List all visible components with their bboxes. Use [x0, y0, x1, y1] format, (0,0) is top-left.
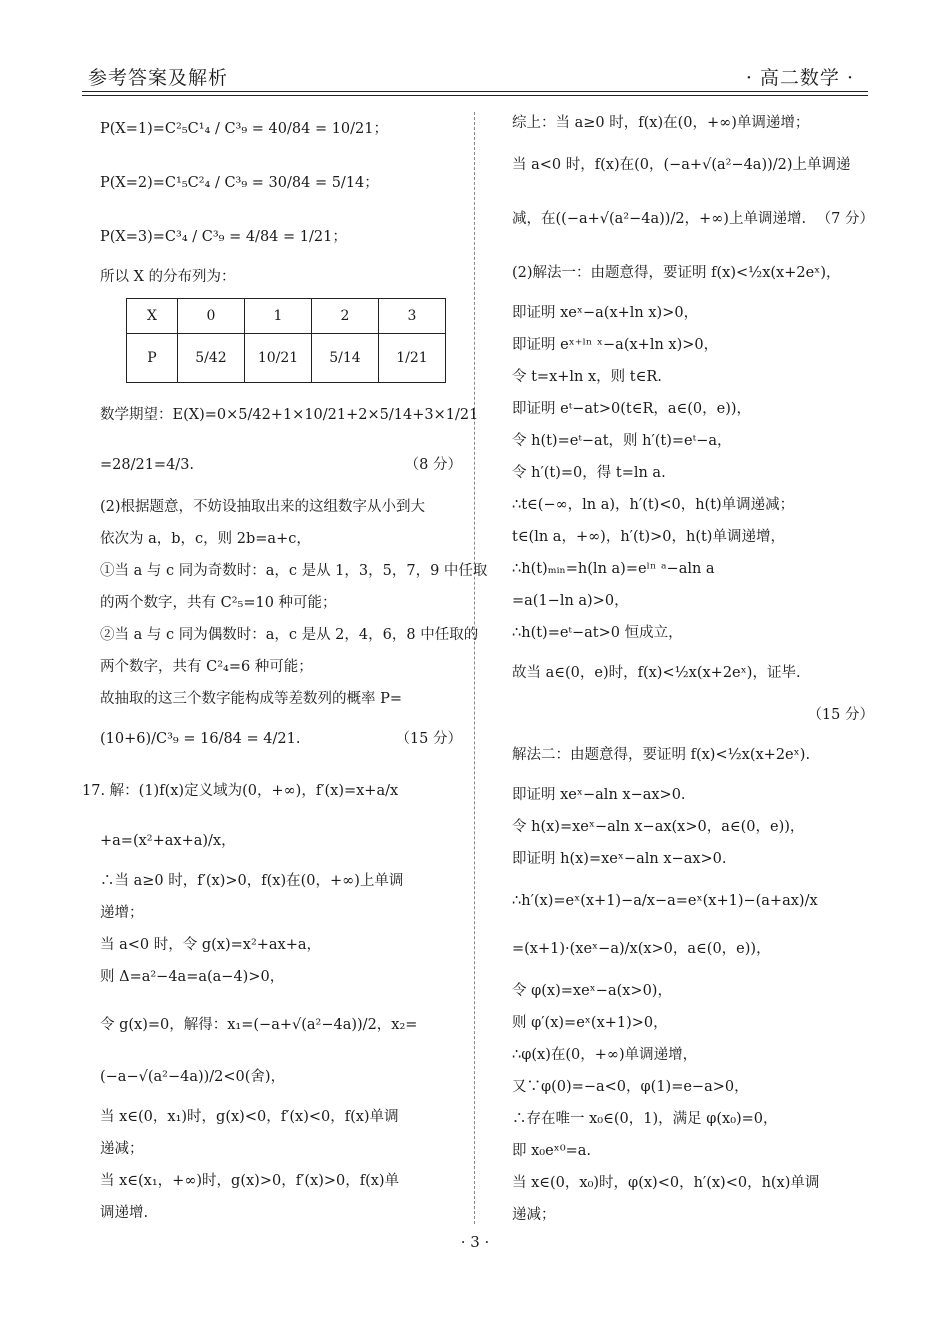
method2-line: =(x+1)·(xeˣ−a)/x(x>0，a∈(0，e))， [512, 941, 771, 957]
table-header-cell: X [127, 299, 178, 334]
header-right-subject: · 高二数学 · [745, 67, 854, 89]
case-odd-line: ①当 a 与 c 同为奇数时：a，c 是从 1，3，5，7，9 中任取 [100, 563, 488, 579]
method1-line: t∈(ln a，+∞)，h′(t)>0，h(t)单调递增， [512, 529, 785, 545]
case-odd-line: 的两个数字，共有 C²₅=10 种可能； [100, 595, 337, 611]
method1-line: (2)解法一：由题意得，要证明 f(x)<½x(x+2eˣ)， [512, 265, 841, 281]
probability-line: 故抽取的这三个数字能构成等差数列的概率 P= [100, 691, 403, 707]
method2-line: 递减； [512, 1207, 556, 1223]
case-even-line: 两个数字，共有 C²₄=6 种可能； [100, 659, 313, 675]
method1-line: ∴t∈(−∞，ln a)，h′(t)<0，h(t)单调递减； [512, 497, 795, 513]
method2-line: 令 h(x)=xeˣ−aln x−ax(x>0，a∈(0，e))， [512, 819, 805, 835]
distribution-intro: 所以 X 的分布列为： [100, 269, 236, 285]
method2-line: 即 x₀eˣ⁰=a. [512, 1143, 592, 1159]
method2-line: 又∵φ(0)=−a<0，φ(1)=e−a>0， [512, 1079, 749, 1095]
summary-line: 当 a<0 时，f(x)在(0，(−a+√(a²−4a))/2)上单调递 [512, 157, 851, 173]
prob-x2-line: P(X=2)=C¹₅C²₄ / C³₉ = 30/84 = 5/14； [100, 175, 379, 191]
q17-line: 令 g(x)=0，解得：x₁=(−a+√(a²−4a))/2，x₂= [100, 1017, 418, 1033]
probability-result [100, 728, 462, 750]
expectation-value: =28/21=4/3. [100, 457, 195, 473]
prob-x3-line: P(X=3)=C³₄ / C³₉ = 4/84 = 1/21； [100, 229, 347, 245]
q17-line: 则 Δ=a²−4a=a(a−4)>0， [100, 969, 285, 985]
q17-line: (−a−√(a²−4a))/2<0(舍)， [100, 1069, 286, 1085]
q17-line: 当 a<0 时，令 g(x)=x²+ax+a， [100, 937, 322, 953]
part2-line: (2)根据题意，不妨设抽取出来的这组数字从小到大 [100, 499, 426, 515]
q17-line: ∴当 a≥0 时，f′(x)>0，f(x)在(0，+∞)上单调 [100, 873, 404, 889]
column-divider [474, 112, 475, 1224]
method1-line: ∴h(t)=eᵗ−at>0 恒成立， [512, 625, 683, 641]
header-rule-thin [82, 95, 868, 96]
method2-line: ∴h′(x)=eˣ(x+1)−a/x−a=eˣ(x+1)−(a+ax)/x [512, 893, 818, 909]
score-mark: （15 分） [395, 731, 462, 747]
method1-line: 令 t=x+ln x，则 t∈R. [512, 369, 662, 385]
q17-line: 递增； [100, 905, 144, 921]
method2-line: 即证明 xeˣ−aln x−ax>0. [512, 787, 686, 803]
q17-line: 调递增. [100, 1205, 149, 1221]
q17-line: 当 x∈(x₁，+∞)时，g(x)>0，f′(x)>0，f(x)单 [100, 1173, 400, 1189]
method1-line: 即证明 eᵗ−at>0(t∈R，a∈(0，e))， [512, 401, 752, 417]
method1-line: ∴h(t)ₘᵢₙ=h(ln a)=eˡⁿ ᵃ−aln a [512, 561, 715, 577]
method2-line: 则 φ′(x)=eˣ(x+1)>0， [512, 1015, 668, 1031]
score-mark: （8 分） [404, 457, 462, 473]
case-even-line: ②当 a 与 c 同为偶数时：a，c 是从 2，4，6，8 中任取的 [100, 627, 479, 643]
prob-x1-line: P(X=1)=C²₅C¹₄ / C³₉ = 40/84 = 10/21； [100, 121, 388, 137]
part2-line: 依次为 a，b，c，则 2b=a+c， [100, 531, 311, 547]
method1-line: 即证明 eˣ⁺ˡⁿ ˣ−a(x+ln x)>0， [512, 337, 719, 353]
summary-text: 减，在((−a+√(a²−4a))/2，+∞)上单调递增. [512, 211, 807, 227]
score-mark: （7 分） [816, 211, 874, 227]
summary-line [512, 208, 874, 230]
method1-line: 令 h(t)=eᵗ−at，则 h′(t)=eᵗ−a， [512, 433, 732, 449]
header-rule [82, 91, 868, 92]
summary-line: 综上：当 a≥0 时，f(x)在(0，+∞)单调递增； [512, 115, 810, 131]
method1-line: 故当 a∈(0，e)时，f(x)<½x(x+2eˣ)，证毕. [512, 665, 801, 681]
probability-value: (10+6)/C³₉ = 16/84 = 4/21. [100, 731, 301, 747]
table-header-cell: 3 [379, 299, 446, 334]
score-mark: （15 分） [807, 707, 874, 723]
table-header-cell: 1 [245, 299, 312, 334]
table-value-cell: 5/14 [312, 334, 379, 383]
method1-line: 即证明 xeˣ−a(x+ln x)>0， [512, 305, 699, 321]
header-left-title: 参考答案及解析 [88, 67, 229, 89]
table-header-cell: 0 [178, 299, 245, 334]
page-number: · 3 · [460, 1233, 490, 1251]
method2-line: 令 φ(x)=xeˣ−a(x>0)， [512, 983, 672, 999]
q17-line: 递减； [100, 1141, 144, 1157]
expectation-result [100, 454, 462, 476]
table-header-cell: 2 [312, 299, 379, 334]
distribution-table [126, 298, 446, 383]
method2-line: 即证明 h(x)=xeˣ−aln x−ax>0. [512, 851, 727, 867]
method1-line: =a(1−ln a)>0， [512, 593, 629, 609]
method2-line: 解法二：由题意得，要证明 f(x)<½x(x+2eˣ). [512, 747, 811, 763]
table-value-cell: 1/21 [379, 334, 446, 383]
q17-line: 17. 解：(1)f(x)定义域为(0，+∞)，f′(x)=x+a/x [82, 783, 399, 799]
method1-line: 令 h′(t)=0，得 t=ln a. [512, 465, 666, 481]
expectation-line: 数学期望：E(X)=0×5/42+1×10/21+2×5/14+3×1/21 [100, 407, 479, 423]
table-value-cell: P [127, 334, 178, 383]
method2-line: ∴存在唯一 x₀∈(0，1)，满足 φ(x₀)=0， [512, 1111, 778, 1127]
method2-line: ∴φ(x)在(0，+∞)单调递增， [512, 1047, 698, 1063]
q17-line: 当 x∈(0，x₁)时，g(x)<0，f′(x)<0，f(x)单调 [100, 1109, 399, 1125]
method2-line: 当 x∈(0，x₀)时，φ(x)<0，h′(x)<0，h(x)单调 [512, 1175, 820, 1191]
q17-line: +a=(x²+ax+a)/x， [100, 833, 236, 849]
table-value-cell: 10/21 [245, 334, 312, 383]
table-value-cell: 5/42 [178, 334, 245, 383]
